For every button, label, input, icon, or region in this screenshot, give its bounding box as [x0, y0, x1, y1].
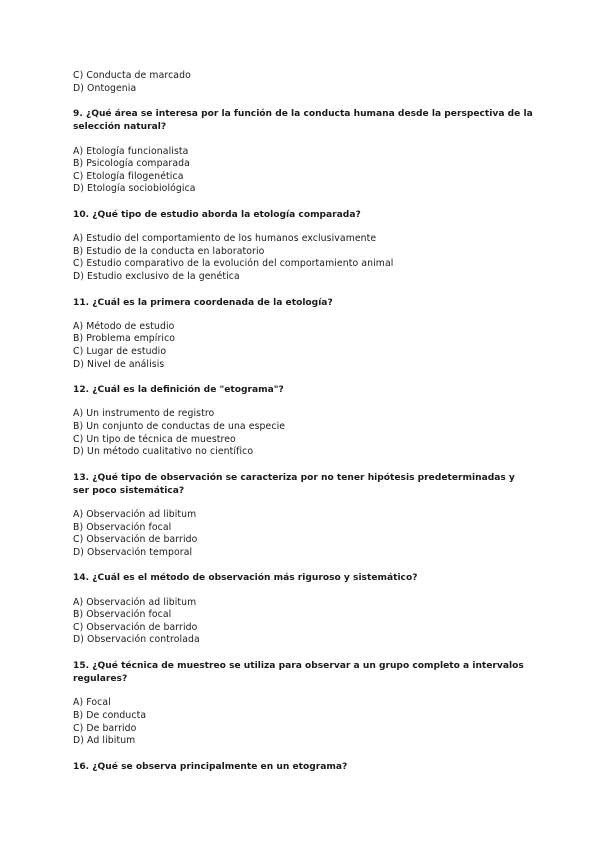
- option: B) Observación focal: [73, 521, 172, 533]
- option: D) Un método cualitativo no científico: [73, 446, 254, 458]
- question-title: 14. ¿Cuál es el método de observación más riguroso y sistemático?: [73, 573, 418, 584]
- option: A) Un instrumento de registro: [73, 408, 215, 420]
- option: A) Observación ad libitum: [73, 596, 197, 608]
- question-title: 10. ¿Qué tipo de estudio aborda la etología comparada?: [73, 209, 361, 220]
- option: C) Etología filogenética: [73, 170, 184, 182]
- document-page: [73, 70, 533, 785]
- option: D) Ontogenia: [73, 82, 137, 94]
- option: D) Nivel de análisis: [73, 358, 165, 370]
- option: B) Un conjunto de conductas de una especie: [73, 420, 286, 432]
- question-title: 12. ¿Cuál es la definición de "etograma"?: [73, 385, 284, 396]
- question-title: 13. ¿Qué tipo de observación se caracteriza por no tener hipótesis predeterminadas y ser poco sistemática?: [73, 472, 515, 496]
- option: A) Focal: [73, 697, 111, 709]
- option: A) Etología funcionalista: [73, 145, 189, 157]
- question-title: 15. ¿Qué técnica de muestreo se utiliza para observar a un grupo completo a intervalos regulares?: [73, 661, 524, 685]
- question-12: [73, 384, 533, 459]
- option: B) Observación focal: [73, 609, 172, 621]
- option: D) Observación temporal: [73, 546, 193, 558]
- option: D) Etología sociobiológica: [73, 183, 196, 195]
- option: C) Conducta de marcado: [73, 70, 191, 81]
- question-13: [73, 472, 533, 560]
- option: B) De conducta: [73, 710, 147, 722]
- question-10: [73, 209, 533, 284]
- option: A) Método de estudio: [73, 320, 175, 332]
- question-16: [73, 761, 533, 774]
- option: C) De barrido: [73, 722, 137, 734]
- option: D) Ad libitum: [73, 735, 136, 747]
- question-title: 16. ¿Qué se observa principalmente en un etograma?: [73, 761, 348, 772]
- option: B) Problema empírico: [73, 333, 176, 345]
- option: D) Observación controlada: [73, 634, 200, 646]
- question-15: [73, 660, 533, 748]
- option: B) Psicología comparada: [73, 158, 190, 170]
- question-11: [73, 297, 533, 372]
- option: B) Estudio de la conducta en laboratorio: [73, 245, 265, 257]
- intro-options: [73, 70, 533, 95]
- option: C) Estudio comparativo de la evolución del comportamiento animal: [73, 258, 394, 270]
- option: D) Estudio exclusivo de la genética: [73, 270, 240, 282]
- option: C) Lugar de estudio: [73, 345, 167, 357]
- question-title: 11. ¿Cuál es la primera coordenada de la etología?: [73, 297, 333, 308]
- question-9: [73, 108, 533, 196]
- option: A) Estudio del comportamiento de los humanos exclusivamente: [73, 233, 377, 245]
- option: C) Observación de barrido: [73, 621, 198, 633]
- question-14: [73, 572, 533, 647]
- option: C) Un tipo de técnica de muestreo: [73, 433, 236, 445]
- question-title: 9. ¿Qué área se interesa por la función de la conducta humana desde la perspectiva de la selección natural?: [73, 109, 533, 133]
- option: C) Observación de barrido: [73, 534, 198, 546]
- option: A) Observación ad libitum: [73, 509, 197, 521]
